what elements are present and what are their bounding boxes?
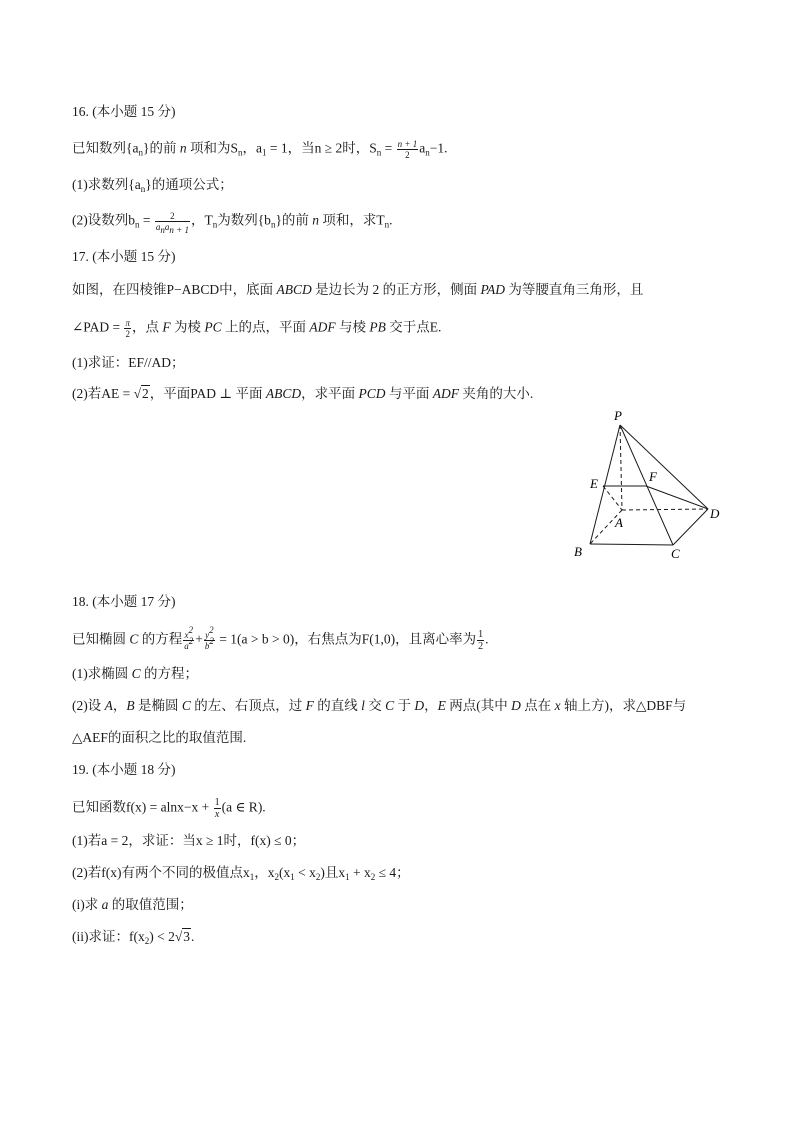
- q19-sub-i: (i)求 a 的取值范围；: [72, 897, 193, 912]
- pyramid-figure: [560, 402, 730, 572]
- q17-part2: (2)若AE = √2，平面PAD ⊥ 平面 ABCD，求平面 PCD 与平面 ADF 夹角的大小.: [72, 386, 534, 401]
- q19-header: 19. (本小题 18 分): [72, 762, 176, 777]
- hidden-edge-EA: [603, 486, 622, 510]
- q18-part1: (1)求椭圆 C 的方程；: [72, 666, 199, 681]
- edge-PC: [620, 425, 673, 545]
- q17-header: 17. (本小题 15 分): [72, 249, 176, 264]
- q19-sub-ii: (ii)求证：$f(x_2) < 2√3$.: [72, 929, 195, 946]
- hidden-edge-AD: [622, 509, 708, 510]
- q19-part2: (2)若f(x)有两个不同的极值点$x_1$，$x_2(x_1 < x_2)$且$x_1 + x_2 \le 4$；: [72, 865, 410, 882]
- q19-stem: 已知函数f(x) = alnx−x + $\frac{1}{x}$ (a ∈ R).: [72, 797, 266, 820]
- q18-part2-line2: △AEF的面积之比的取值范围.: [72, 730, 247, 745]
- q19-part1: (1)若a = 2，求证：当x ≥ 1时，f(x) ≤ 0；: [72, 833, 306, 848]
- label-P: P: [614, 408, 622, 423]
- label-C: C: [671, 546, 680, 561]
- q18-header: 18. (本小题 17 分): [72, 594, 176, 609]
- q18-part2: (2)设 A，B 是椭圆 C 的左、右顶点，过 F 的直线 l 交 C 于 D，E 两点(其中 D 点在 x 轴上方)，求△DBF与: [72, 698, 687, 713]
- q16-part2: (2)设数列$b_n$ = $\frac{2}{a_na_{n + 1}}$ ，$T_n$为数列$\{b_n\}$的前 n 项和，求$T_n$.: [72, 211, 393, 235]
- edge-BC: [590, 544, 673, 545]
- q17-line1: 如图，在四棱锥P−ABCD中，底面 ABCD 是边长为 2 的正方形，侧面 PAD 为等腰直角三角形，且: [72, 282, 644, 297]
- q16-stem: 已知数列$\{a_n\}$的前 n 项和为$S_n$，$a_1 = 1$，当n ≥ 2时，$S_n$ = $\frac{n + 1}{2}$ $a_n-1$.: [72, 139, 448, 160]
- label-F: F: [649, 469, 657, 484]
- q18-stem: 已知椭圆 C 的方程 $\frac{x^2}{a^2}$ + $\frac{y^2}{b^2}$ = 1(a > b > 0)，右焦点为F(1,0)，且离心率为 $\frac{1}{2}$ .: [72, 625, 489, 652]
- q16-header: 16. (本小题 15 分): [72, 104, 176, 119]
- hidden-edge-PA: [620, 425, 622, 510]
- q17-line2: ∠PAD = $\frac{\pi}{2}$ ，点 F 为棱 PC 上的点，平面 ADF 与棱 PB 交于点E.: [72, 318, 442, 339]
- edge-PD: [620, 425, 708, 509]
- label-E: E: [590, 476, 598, 491]
- label-A: A: [615, 515, 623, 530]
- label-D: D: [710, 506, 720, 521]
- label-B: B: [574, 544, 582, 559]
- q17-part1: (1)求证：EF//AD；: [72, 355, 185, 370]
- edge-CD: [673, 509, 708, 545]
- q16-part1: (1)求数列$\{a_n\}$的通项公式；: [72, 177, 233, 194]
